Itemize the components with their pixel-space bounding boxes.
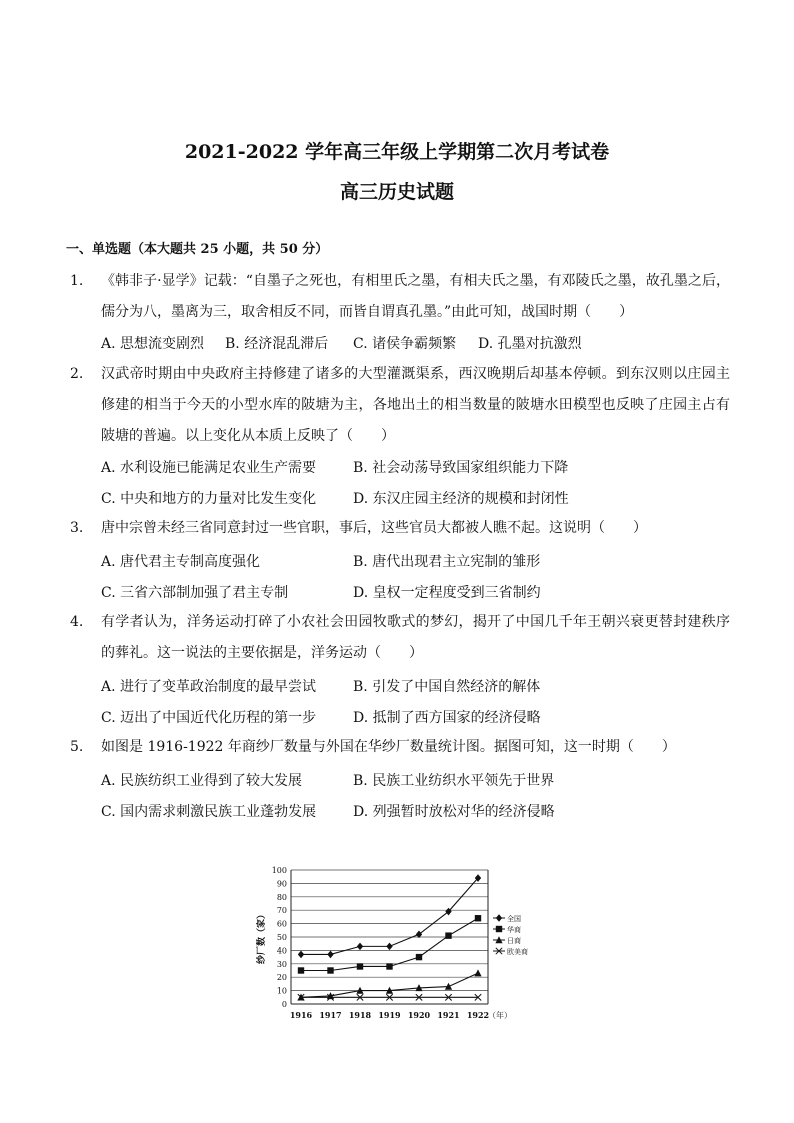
line-chart [250, 858, 530, 1030]
data-point [416, 954, 422, 960]
question-stem: 汉武帝时期由中央政府主持修建了诸多的大型灌溉渠系，西汉晚期后却基本停顿。到东汉则以庄园主修建的相当于今天的小型水库的陂塘为主，各地出土的相当数量的陂塘水田模型也反映了庄园主占有陂塘的普遍。以上变化从本质上反映了（ ） [101, 366, 730, 444]
x-tick-label: 1916 [289, 1010, 313, 1020]
data-point [445, 932, 451, 938]
question-number: 2. [70, 366, 84, 382]
option-d: D. 孔墨对抗激烈 [478, 336, 582, 352]
x-tick-label: 1918 [348, 1010, 372, 1020]
question-number: 1. [70, 273, 84, 289]
x-tick-label: 1919 [378, 1010, 401, 1020]
y-tick-label: 20 [276, 973, 287, 983]
legend-marker [496, 926, 502, 932]
question-stem: 《韩非子·显学》记载：“自墨子之死也，有相里氏之墨，有相夫氏之墨，有邓陵氏之墨，故孔墨之后，儒分为八，墨离为三，取舍相反不同，而皆自谓真孔墨。”由此可知，战国时期（ ） [101, 273, 730, 320]
question-5 [70, 732, 730, 763]
y-axis-label: 纱厂数（家） [257, 909, 267, 965]
y-tick-label: 100 [271, 866, 287, 875]
section-heading: 一、单选题（本大题共 25 小题，共 50 分） [66, 242, 329, 257]
option-d: D. 列强暂时放松对华的经济侵略 [353, 804, 555, 820]
question-1 [70, 266, 730, 328]
option-d: D. 抵制了西方国家的经济侵略 [353, 710, 541, 726]
option-a: A. 民族纺织工业得到了较大发展 [101, 773, 303, 789]
legend-label: 华商 [507, 926, 521, 934]
x-tick-label: 1920 [407, 1010, 431, 1020]
y-tick-label: 70 [276, 906, 287, 916]
y-tick-label: 30 [276, 959, 287, 969]
question-number: 5. [70, 739, 84, 755]
data-point [475, 915, 481, 921]
y-tick-label: 80 [276, 892, 287, 902]
legend-label: 日商 [507, 937, 521, 945]
y-tick-label: 50 [276, 933, 287, 942]
data-point [357, 943, 363, 951]
question-2 [70, 359, 730, 452]
legend-marker [496, 914, 502, 922]
legend-label: 欧美商 [507, 948, 528, 956]
option-d: D. 东汉庄园主经济的规模和封闭性 [353, 491, 569, 507]
option-d: D. 皇权一定程度受到三省制约 [353, 585, 541, 601]
y-tick-label: 90 [276, 879, 287, 889]
question-stem: 唐中宗曾未经三省同意封过一些官职，事后，这些官员大都被人瞧不起。这说明（ ） [101, 520, 647, 536]
data-point [474, 969, 481, 976]
option-a: A. 唐代君主专制高度强化 [101, 554, 261, 570]
data-point [386, 943, 392, 951]
data-point [327, 951, 333, 959]
data-point [298, 951, 304, 959]
data-point [357, 963, 363, 969]
question-4 [70, 607, 730, 669]
legend-label: 全国 [507, 915, 521, 923]
option-b: B. 引发了中国自然经济的解体 [353, 679, 541, 695]
question-3 [70, 513, 730, 544]
question-number: 3. [70, 520, 84, 536]
option-b: B. 民族工业纺织水平领先于世界 [353, 773, 555, 789]
option-c: C. 中央和地方的力量对比发生变化 [101, 491, 317, 507]
y-tick-label: 10 [276, 986, 287, 996]
exam-title: 2021-2022 学年高三年级上学期第二次月考试卷 [184, 141, 610, 163]
data-point [327, 967, 333, 973]
question-number: 4. [70, 614, 84, 630]
option-b: B. 经济混乱滞后 [225, 336, 329, 352]
question-stem: 有学者认为，洋务运动打碎了小农社会田园牧歌式的梦幻，揭开了中国几千年王朝兴衰更替封建秩序的葬礼。这一说法的主要依据是，洋务运动（ ） [101, 614, 730, 661]
y-tick-label: 60 [276, 919, 287, 929]
data-point [386, 963, 392, 969]
option-a: A. 水利设施已能满足农业生产需要 [101, 460, 317, 476]
option-b: B. 社会动荡导致国家组织能力下降 [353, 460, 569, 476]
x-tick-label: 1922 [466, 1010, 490, 1020]
x-tick-label: 1921 [437, 1010, 460, 1020]
option-a: A. 进行了变革政治制度的最早尝试 [101, 679, 317, 695]
x-unit-label: （年） [488, 1011, 512, 1020]
y-tick-label: 0 [281, 1000, 287, 1009]
option-c: C. 三省六部制加强了君主专制 [101, 585, 289, 601]
option-c: C. 迈出了中国近代化历程的第一步 [101, 710, 317, 726]
option-c: C. 国内需求刺激民族工业蓬勃发展 [101, 804, 317, 820]
y-tick-label: 40 [276, 946, 287, 956]
cotton-mill-chart [250, 858, 530, 1030]
exam-subtitle: 高三历史试题 [339, 181, 454, 203]
option-c: C. 诸侯争霸频繁 [353, 336, 457, 352]
question-stem: 如图是 1916-1922 年商纱厂数量与外国在华纱厂数量统计图。据图可知，这一时期（ ） [101, 739, 676, 755]
option-b: B. 唐代出现君主立宪制的雏形 [353, 554, 541, 570]
x-tick-label: 1917 [319, 1010, 342, 1020]
option-a: A. 思想流变剧烈 [101, 336, 205, 352]
data-point [298, 967, 304, 973]
